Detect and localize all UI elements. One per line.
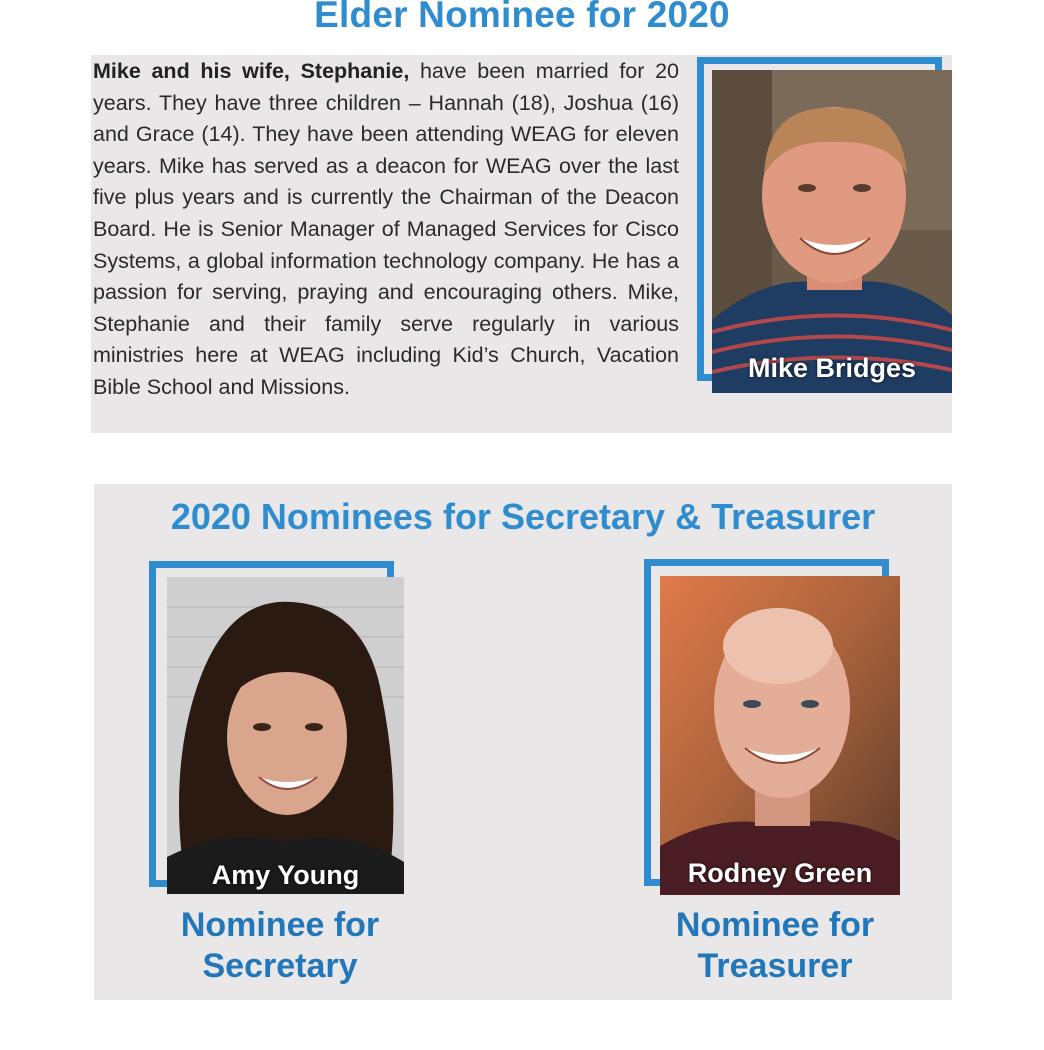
treasurer-role-line2: Treasurer: [697, 947, 853, 985]
elder-nominee-title: Elder Nominee for 2020: [314, 0, 730, 35]
nominees-title: 2020 Nominees for Secretary & Treasurer: [170, 496, 876, 537]
elder-photo-caption: Mike Bridges: [747, 353, 917, 383]
elder-bio-text: have been married for 20 years. They have three children – Hannah (18), Joshua (16) and Grace (14). They have been attending WEAG for eleven years. Mike has served as a deacon for WEAG over the last five plus years and is currently the Chairman of the Deacon Board. He is Senior Manager of Managed Services for Cisco Systems, a global information technology company. He has a passion for serving, praying and encouraging others. Mike, Stephanie and their family serve regularly in various ministries here at WEAG including Kid’s Church, Vacation Bible School and Missions.: [93, 59, 680, 399]
elder-photo: [712, 70, 952, 393]
treasurer-photo: [660, 576, 900, 895]
secretary-photo: [167, 577, 404, 894]
treasurer-role-label: [625, 905, 925, 987]
secretary-role-line2: Secretary: [202, 947, 358, 985]
secretary-role-label: [130, 905, 430, 987]
elder-bio-lead: Mike and his wife, Stephanie,: [93, 59, 410, 83]
treasurer-role-line1: Nominee for: [675, 906, 875, 944]
secretary-photo-caption: Amy Young: [211, 860, 360, 890]
elder-bio: [93, 56, 679, 404]
secretary-role-line1: Nominee for: [180, 906, 380, 944]
treasurer-photo-caption: Rodney Green: [687, 858, 873, 888]
